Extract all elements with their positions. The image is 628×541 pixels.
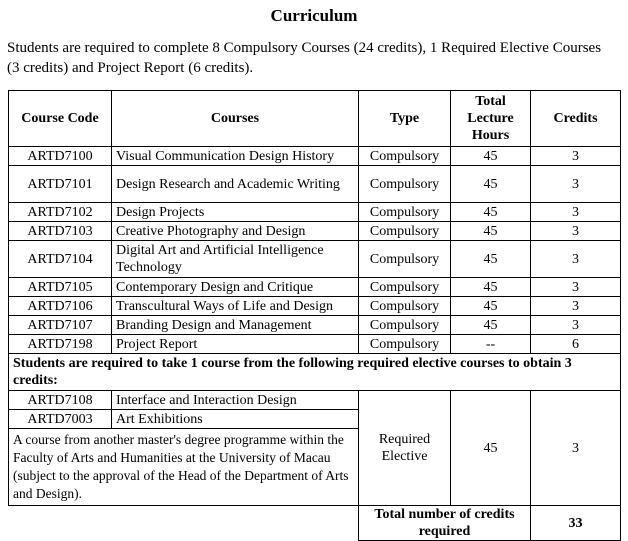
course-credits: 3 bbox=[531, 147, 621, 166]
table-row bbox=[9, 222, 621, 241]
elective-note: A course from another master's degree programme within the Faculty of Arts and Humanities at the University of Macau (subject to the approval of the Head of the Department of Arts and Design). bbox=[9, 429, 359, 506]
table-row bbox=[9, 166, 621, 203]
elective-heading-row bbox=[9, 354, 621, 391]
course-credits: 3 bbox=[531, 297, 621, 316]
table-row bbox=[9, 147, 621, 166]
course-type: Compulsory bbox=[359, 335, 451, 354]
header-type: Type bbox=[359, 91, 451, 147]
course-type: Compulsory bbox=[359, 166, 451, 203]
total-value: 33 bbox=[531, 506, 621, 541]
course-name: Transcultural Ways of Life and Design bbox=[112, 297, 359, 316]
table-row bbox=[9, 203, 621, 222]
course-type: Compulsory bbox=[359, 241, 451, 278]
total-label: Total number of credits required bbox=[359, 506, 531, 541]
elective-hours: 45 bbox=[451, 391, 531, 506]
course-credits: 3 bbox=[531, 203, 621, 222]
elective-heading: Students are required to take 1 course from the following required elective courses to obtain 3 credits: bbox=[9, 354, 621, 391]
course-code: ARTD7103 bbox=[9, 222, 112, 241]
course-credits: 3 bbox=[531, 278, 621, 297]
course-code: ARTD7106 bbox=[9, 297, 112, 316]
course-credits: 3 bbox=[531, 316, 621, 335]
course-code: ARTD7107 bbox=[9, 316, 112, 335]
course-code: ARTD7101 bbox=[9, 166, 112, 203]
elective-type: Required Elective bbox=[359, 391, 451, 506]
course-code: ARTD7105 bbox=[9, 278, 112, 297]
course-type: Compulsory bbox=[359, 203, 451, 222]
course-hours: 45 bbox=[451, 297, 531, 316]
course-hours: 45 bbox=[451, 166, 531, 203]
course-hours: 45 bbox=[451, 203, 531, 222]
course-code: ARTD7100 bbox=[9, 147, 112, 166]
table-row bbox=[9, 297, 621, 316]
course-type: Compulsory bbox=[359, 278, 451, 297]
course-name: Digital Art and Artificial Intelligence Technology bbox=[112, 241, 359, 278]
course-hours: 45 bbox=[451, 147, 531, 166]
course-hours: 45 bbox=[451, 222, 531, 241]
elective-credits: 3 bbox=[531, 391, 621, 506]
table-row bbox=[9, 391, 621, 410]
header-total-lecture-hours: Total Lecture Hours bbox=[451, 91, 531, 147]
course-hours: 45 bbox=[451, 278, 531, 297]
course-name: Design Projects bbox=[112, 203, 359, 222]
course-type: Compulsory bbox=[359, 222, 451, 241]
elective-name: Art Exhibitions bbox=[112, 410, 359, 429]
course-code: ARTD7198 bbox=[9, 335, 112, 354]
course-credits: 3 bbox=[531, 166, 621, 203]
course-hours: 45 bbox=[451, 316, 531, 335]
course-hours: -- bbox=[451, 335, 531, 354]
page-title: Curriculum bbox=[270, 6, 358, 25]
course-code: ARTD7102 bbox=[9, 203, 112, 222]
course-hours: 45 bbox=[451, 241, 531, 278]
table-row bbox=[9, 335, 621, 354]
header-courses: Courses bbox=[112, 91, 359, 147]
table-row bbox=[9, 241, 621, 278]
elective-name: Interface and Interaction Design bbox=[112, 391, 359, 410]
total-spacer bbox=[9, 506, 359, 541]
course-credits: 3 bbox=[531, 222, 621, 241]
elective-code: ARTD7003 bbox=[9, 410, 112, 429]
course-name: Project Report bbox=[112, 335, 359, 354]
course-name: Design Research and Academic Writing bbox=[112, 166, 359, 203]
course-name: Contemporary Design and Critique bbox=[112, 278, 359, 297]
curriculum-table bbox=[8, 90, 621, 541]
elective-code: ARTD7108 bbox=[9, 391, 112, 410]
course-credits: 3 bbox=[531, 241, 621, 278]
course-type: Compulsory bbox=[359, 297, 451, 316]
table-row bbox=[9, 278, 621, 297]
header-credits: Credits bbox=[531, 91, 621, 147]
table-header-row bbox=[9, 91, 621, 147]
course-code: ARTD7104 bbox=[9, 241, 112, 278]
table-row bbox=[9, 316, 621, 335]
header-course-code: Course Code bbox=[9, 91, 112, 147]
course-credits: 6 bbox=[531, 335, 621, 354]
intro-text: Students are required to complete 8 Compulsory Courses (24 credits), 1 Required Elective Courses (3 credits) and Project Report (6 credits). bbox=[7, 40, 602, 76]
course-type: Compulsory bbox=[359, 147, 451, 166]
course-name: Creative Photography and Design bbox=[112, 222, 359, 241]
course-type: Compulsory bbox=[359, 316, 451, 335]
course-name: Visual Communication Design History bbox=[112, 147, 359, 166]
course-name: Branding Design and Management bbox=[112, 316, 359, 335]
total-row bbox=[9, 506, 621, 541]
